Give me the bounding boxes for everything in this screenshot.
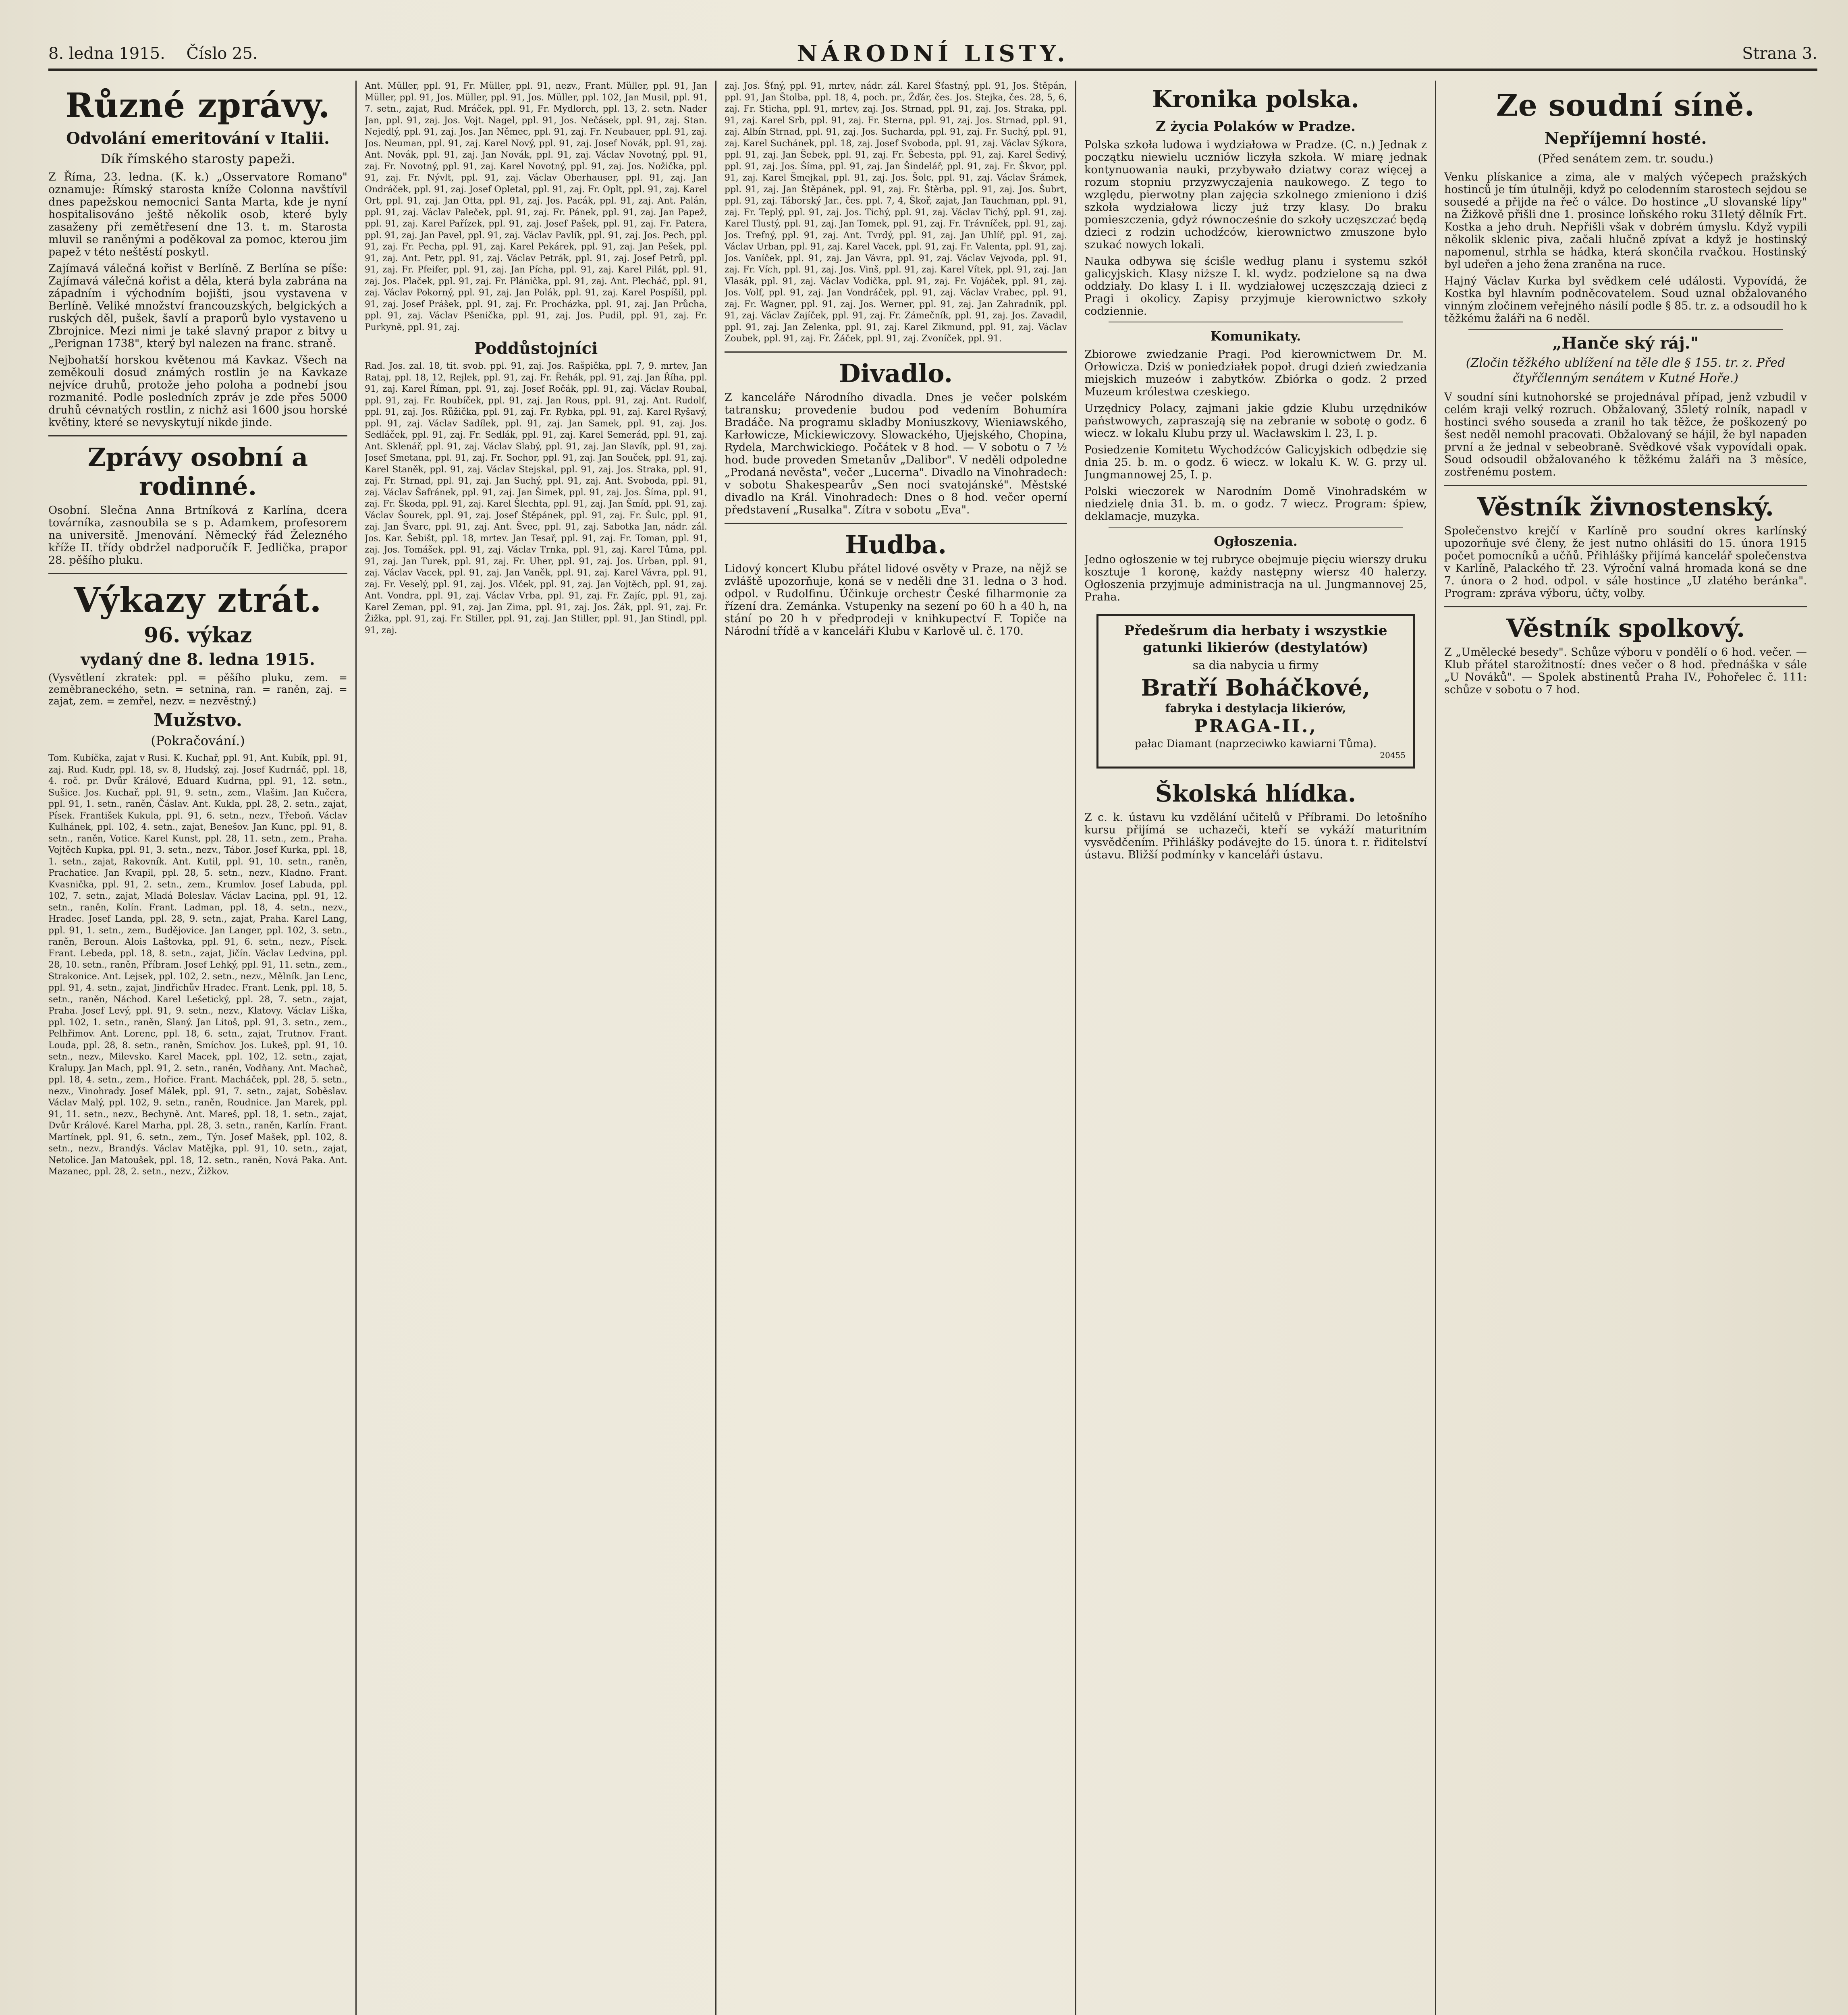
issue-date: 8. ledna 1915. (48, 44, 165, 63)
article-paragraph: Z „Umělecké besedy". Schůze výboru v pondělí o 6 hod. večer. — Klub přátel starožitností: dnes večer o 8 hod. přednáška v sále „U Nováků". — Spolek abstinentů Praha IV., Pohořelec č. 111: schůze v sobotu o 7 hod. (1444, 646, 1807, 696)
masthead (48, 40, 1817, 71)
casualty-list: Rad. Jos. zal. 18, tit. svob. ppl. 91, zaj. Jos. Rašpička, ppl. 7, 9. mrtev, Jan Rataj, ppl. 18, 12, Rejlek, ppl. 91, zaj. Fr. Řehák, ppl. 91, zaj. Jan Říha, ppl. 91, zaj. Karel Říman, ppl. 91, zaj. Josef Ročák, ppl. 91, zaj. Václav Roubal, ppl. 91, zaj. Fr. Roubíček, ppl. 91, zaj. Jan Rous, ppl. 91, zaj. Ant. Rudolf, ppl. 91, zaj. Jos. Růžička, ppl. 91, zaj. Fr. Rybka, ppl. 91, zaj. Karel Ryšavý, ppl. 91, zaj. Václav Sadílek, ppl. 91, zaj. Jan Samek, ppl. 91, zaj. Jos. Sedláček, ppl. 91, zaj. Fr. Sedlák, ppl. 91, zaj. Karel Semerád, ppl. 91, zaj. Ant. Sklenář, ppl. 91, zaj. Václav Slabý, ppl. 91, zaj. Jan Slavík, ppl. 91, zaj. Josef Smetana, ppl. 91, zaj. Fr. Sochor, ppl. 91, zaj. Jan Souček, ppl. 91, zaj. Karel Staněk, ppl. 91, zaj. Václav Stejskal, ppl. 91, zaj. Jos. Straka, ppl. 91, zaj. Fr. Strnad, ppl. 91, zaj. Jan Suchý, ppl. 91, zaj. Ant. Svoboda, ppl. 91, zaj. Václav Šafránek, ppl. 91, zaj. Jan Šimek, ppl. 91, zaj. Jos. Šíma, ppl. 91, zaj. Fr. Škoda, ppl. 91, zaj. Karel Šlechta, ppl. 91, zaj. Jan Šmíd, ppl. 91, zaj. Václav Šourek, ppl. 91, zaj. Josef Štěpánek, ppl. 91, zaj. Fr. Šulc, ppl. 91, zaj. Jan Švarc, ppl. 91, zaj. Ant. Švec, ppl. 91, zaj. Sabotka Jan, nádr. zál. Jos. Kar. Šebišt, ppl. 18, mrtev. Jan Tesař, ppl. 91, zaj. Fr. Toman, ppl. 91, zaj. Jos. Tomášek, ppl. 91, zaj. Václav Trnka, ppl. 91, zaj. Karel Tůma, ppl. 91, zaj. Jan Turek, ppl. 91, zaj. Fr. Uher, ppl. 91, zaj. Jos. Urban, ppl. 91, zaj. Václav Vacek, ppl. 91, zaj. Jan Vaněk, ppl. 91, zaj. Karel Vávra, ppl. 91, zaj. Fr. Veselý, ppl. 91, zaj. Jos. Vlček, ppl. 91, zaj. Jan Vojtěch, ppl. 91, zaj. Ant. Vondra, ppl. 91, zaj. Václav Vrba, ppl. 91, zaj. Fr. Zajíc, ppl. 91, zaj. Karel Zeman, ppl. 91, zaj. Jan Zima, ppl. 91, zaj. Jos. Žák, ppl. 91, zaj. Fr. Žižka, ppl. 91, zaj. Fr. Stiller, ppl. 91, zaj. Jan Stiller, ppl. 91, Jan Stindl, ppl. 91, zaj. (365, 361, 707, 636)
ad-line: Předešrum dia herbaty i wszystkie (1124, 623, 1387, 639)
article-paragraph: Z kanceláře Národního divadla. Dnes je večer polském tatransku; provedenie budou pod vedením Bohumíra Bradáče. Na programu skladby Moniuszkovy, Wieniawského, Karłowicze, Mickiewiczovy. Slowackého, Ujejského, Chopina, Rydela, Marchwickiego. Počátek v 8 hod. — V sobotu o 7 ½ hod. bude proveden Smetanův „Dalibor". V neděli odpoledne „Prodaná nevěsta", večer „Lucerna". Divadlo na Vinohradech: v sobotu Shakespearův „Sen noci svatojánské". Městské divadlo na Král. Vinohradech: Dnes o 8 hod. večer operní představení „Rusalka". Zítra v sobotu „Eva". (725, 391, 1067, 516)
column-3 (725, 81, 1067, 2015)
article-paragraph: Z c. k. ústavu ku vzdělání učitelů v Příbrami. Do letošního kursu přijímá se uchazeči, kteří se vykáží maturitním vysvědčením. Přihlášky podávejte do 15. února t. r. řiditelství ústavu. Bližší podmínky v kanceláři ústavu. (1084, 811, 1427, 861)
article-paragraph: Nejbohatší horskou květenou má Kavkaz. Všech na zeměkouli dosud známých rostlin je na Kavkaze nejvíce druhů, protože jeho poloha a podnebí jsou rozmanité. Podle posledních zpráv je zde přes 5000 druhů cévnatých rostlin, z nichž asi 1600 jsou horské květiny, které se nevyskytují nikde jinde. (48, 354, 347, 429)
article-paragraph: Zbiorowe zwiedzanie Pragi. Pod kierownictwem Dr. M. Orłowicza. Dziś w poniedziałek popoł. drugi dzień zwiedzania miejskich muzeów i zabytków. Zbiórka o godz. 2 przed Muzeum królestwa czeskiego. (1084, 348, 1427, 398)
divider (48, 573, 347, 574)
divider (1468, 329, 1783, 330)
column-rule (715, 81, 716, 2015)
ad-line: gatunki likierów (destylatów) (1143, 640, 1368, 656)
article-heading: Z życia Polaków w Pradze. (1156, 118, 1356, 135)
divider (1109, 527, 1403, 528)
article-paragraph: Zajímavá válečná kořist v Berlíně. Z Berlína se píše: Zajímavá válečná kořist a děla, která byla zabrána na západním i východním bojišti, jsou vystavena v Berlíně. Veliké množství francouzských, belgických a ruských děl, pušek, šavlí a praporů bylo vystaveno u Zbrojnice. Mezi nimi je také slavný prapor z bitvy u „Perignan 1738", který byl nalezen na franc. straně. (48, 262, 347, 350)
column-2 (365, 81, 707, 2015)
ad-line: fabryka i destylacja likierów, (1165, 702, 1346, 715)
column-rule (1435, 81, 1436, 2015)
article-paragraph: Hajný Václav Kurka byl svědkem celé události. Vypovídá, že Kostka byl hlavním podněcovatelem. Soud uznal obžalovaného vinným zločinem veřejného násilí podle § 85. tr. z. a odsoudil ho k těžkému žaláři na 6 neděl. (1444, 275, 1807, 325)
article-heading: Nepříjemní hosté. (1544, 129, 1707, 148)
divider (725, 351, 1067, 353)
subsection-heading-komunikaty: Komunikaty. (1210, 328, 1301, 344)
article-heading: „Hanče ský ráj." (1552, 334, 1699, 353)
article-paragraph: Lidový koncert Klubu přátel lidové osvěty v Praze, na nějž se zvláště upozorňuje, koná se v neděli dne 31. ledna o 3 hod. odpol. v Rudolfinu. Účinkuje orchestr České filharmonie za řízení dra. Zemánka. Vstupenky na sezení po 60 h a 40 h, na stání po 20 h v předprodeji v knihkupectví F. Topiče na Národní třídě a v kanceláři Klubu v Karlově ul. č. 170. (725, 562, 1067, 638)
page-number: Strana 3. (1742, 44, 1817, 63)
article-subheading: (Před senátem zem. tr. soudu.) (1538, 152, 1713, 165)
section-heading-ze-soudni-sine: Ze soudní síně. (1496, 88, 1755, 123)
article-paragraph: Posiedzenie Komitetu Wychodźców Galicyjskich odbędzie się dnia 25. b. m. o godz. 6 wiecz. w lokalu K. W. G. przy ul. Jungmannowej 25, I. p. (1084, 444, 1427, 481)
list-heading-muzstvo: Mužstvo. (153, 710, 243, 731)
report-note: (Vysvětlení zkratek: ppl. = pěšího pluku, zem. = zeměbraneckého, setn. = setnina, ran. = raněn, zaj. = zajat, zem. = zemřel, nezv. = nezvěstný.) (48, 672, 347, 707)
list-heading-poddustojnici: Poddůstojníci (474, 339, 598, 358)
report-date: vydaný dne 8. ledna 1915. (81, 650, 315, 669)
article-paragraph: Z Říma, 23. ledna. (K. k.) „Osservatore Romano" oznamuje: Římský starosta kníže Colonna navštívil dnes papežskou nemocnici Santa Marta, kde je nyní hospitalisováno ještě několik osob, které byly zasaženy při zemětřesení dne 13. t. m. Starosta mluvil se raněnými a poděkoval za pomoc, kterou jim papež v této neštěstí poskytl. (48, 171, 347, 258)
article-paragraph: Nauka odbywa się ściśle według planu i systemu szkół galicyjskich. Klasy niższe I. kl. wydz. podzielone są na dwa oddziały. Do klasy I. i II. wydziałowej uczęszczają dzieci z Pragi i okolicy. Zapisy przyjmuje kierownictwo szkoły codziennie. (1084, 255, 1427, 318)
article-heading: Odvolání emeritování v Italii. (66, 129, 330, 148)
column-1 (48, 81, 347, 2015)
section-heading-hudba: Hudba. (845, 530, 947, 559)
subsection-heading-ogloszenia: Ogłoszenia. (1214, 534, 1298, 549)
section-heading-vestnik-zivnostensky: Věstník živnostenský. (1477, 492, 1774, 521)
section-heading-divadlo: Divadlo. (839, 358, 953, 388)
article-paragraph: V soudní síni kutnohorské se projednával případ, jenž vzbudil v celém kraji velký rozruch. Obžalovaný, 35letý rolník, napadl v hostinci svého souseda a zranil ho tak těžce, že poškozený po šest neděl nemohl pracovati. Obžalovaný se hájil, že byl napaden první a že jednal v sebeobraně. Svědkové však vypovídali opak. Soud odsoudil obžalovaného k těžkému žaláři na 3 měsíce, zostřenému postem. (1444, 391, 1807, 478)
article-paragraph: Urzędnicy Polacy, zajmani jakie gdzie Klubu urzędników państwowych, zapraszają się na zebranie w sobotę o godz. 6 wiecz. w lokalu Klubu przy ul. Wacławskim l. 23, I. p. (1084, 402, 1427, 440)
column-4 (1084, 81, 1427, 2015)
ad-address: pałac Diamant (naprzeciwko kawiarni Tůma). (1134, 738, 1377, 750)
report-number: 96. výkaz (143, 623, 252, 648)
column-rule (355, 81, 357, 2015)
article-paragraph: Venku plískanice a zima, ale v malých výčepech pražských hostinců je tím útulněji, když po celodenním starostech sejdou se sousedé a přijde na řeč o válce. Do hostince „U slovanské lípy" na Žižkově přišli dne 1. prosince loňského roku 31letý dělník Frt. Kostka a jeho druh. Nepřišli však v dobrém úmyslu. Když vypili několik sklenic piva, začali hlučně zpívat a když je hostinský napomenul, strhla se hádka, která skončila rvačkou. Hostinský byl udeřen a jeho žena zraněna na ruce. (1444, 171, 1807, 271)
article-paragraph: Jedno ogłoszenie w tej rubryce obejmuje pięciu wierszy druku kosztuje 1 koronę, każdy następny wiersz 40 halerzy. Ogłoszenia przyjmuje administracja na ul. Jungmannovej 25, Praha. (1084, 553, 1427, 603)
casualty-list: Tom. Kubíčka, zajat v Rusi. K. Kuchař, ppl. 91, Ant. Kubík, ppl. 91, zaj. Rud. Kudr, ppl. 18, sv. 8, Hudský, zaj. Josef Kudrnáč, ppl. 18, 4. roč. pr. Dvůr Králové, Eduard Kudrna, ppl. 91, 12. setn., Sušice. Jos. Kuchař, ppl. 91, 9. setn., zem., Vlašim. Jan Kučera, ppl. 91, 1. setn., raněn, Čáslav. Ant. Kukla, ppl. 28, 2. setn., zajat, Písek. František Kukula, ppl. 91, 6. setn., nezv., Třeboň. Václav Kulhánek, ppl. 102, 4. setn., zajat, Benešov. Jan Kunc, ppl. 91, 8. setn., raněn, Votice. Karel Kunst, ppl. 28, 11. setn., zem., Praha. Vojtěch Kupka, ppl. 91, 3. setn., nezv., Tábor. Josef Kurka, ppl. 18, 1. setn., zajat, Rakovník. Ant. Kutil, ppl. 91, 10. setn., raněn, Prachatice. Jan Kvapil, ppl. 28, 5. setn., nezv., Kladno. Frant. Kvasnička, ppl. 91, 2. setn., zem., Krumlov. Josef Labuda, ppl. 102, 7. setn., zajat, Mladá Boleslav. Václav Lacina, ppl. 91, 12. setn., raněn, Kolín. Frant. Ladman, ppl. 18, 4. setn., nezv., Hradec. Josef Landa, ppl. 28, 9. setn., zajat, Praha. Karel Lang, ppl. 91, 1. setn., zem., Budějovice. Jan Langer, ppl. 102, 3. setn., raněn, Beroun. Alois Laštovka, ppl. 91, 6. setn., nezv., Písek. Frant. Lebeda, ppl. 18, 8. setn., zajat, Jičín. Václav Ledvina, ppl. 28, 10. setn., raněn, Příbram. Josef Lehký, ppl. 91, 11. setn., zem., Strakonice. Ant. Lejsek, ppl. 102, 2. setn., nezv., Mělník. Jan Lenc, ppl. 91, 4. setn., zajat, Jindřichův Hradec. Frant. Lenk, ppl. 18, 5. setn., raněn, Náchod. Karel Lešetický, ppl. 28, 7. setn., zajat, Praha. Josef Levý, ppl. 91, 9. setn., nezv., Klatovy. Václav Liška, ppl. 102, 1. setn., raněn, Slaný. Jan Litoš, ppl. 91, 3. setn., zem., Pelhřimov. Ant. Lorenc, ppl. 18, 6. setn., zajat, Trutnov. Frant. Louda, ppl. 28, 8. setn., raněn, Smíchov. Jos. Lukeš, ppl. 91, 10. setn., nezv., Milevsko. Karel Macek, ppl. 102, 12. setn., zajat, Kralupy. Jan Mach, ppl. 91, 2. setn., raněn, Vodňany. Ant. Machač, ppl. 18, 4. setn., zem., Hořice. Frant. Macháček, ppl. 28, 5. setn., nezv., Vinohrady. Josef Málek, ppl. 91, 7. setn., zajat, Soběslav. Václav Malý, ppl. 102, 9. setn., raněn, Roudnice. Jan Marek, ppl. 91, 11. setn., nezv., Bechyně. Ant. Mareš, ppl. 18, 1. setn., zajat, Dvůr Králové. Karel Marha, ppl. 28, 3. setn., raněn, Karlín. Frant. Martínek, ppl. 91, 6. setn., zem., Týn. Josef Mašek, ppl. 102, 8. setn., nezv., Brandýs. Václav Matějka, ppl. 91, 10. setn., zajat, Netolice. Jan Matoušek, ppl. 18, 12. setn., raněn, Nová Paka. Ant. Mazanec, ppl. 28, 2. setn., nezv., Žižkov. (48, 753, 347, 1177)
column-5 (1444, 81, 1807, 2015)
article-subheading: (Zločin těžkého ublížení na těle dle § 155. tr. z. Před čtyřčlenným senátem v Kutné Hoře.) (1466, 356, 1786, 385)
article-subheading: Dík římského starosty papeži. (100, 151, 295, 166)
ad-city: PRAGA-II., (1194, 716, 1317, 737)
issue-number: Číslo 25. (186, 44, 258, 63)
divider (725, 523, 1067, 524)
divider (48, 435, 347, 436)
section-heading-vykazy-ztrat: Výkazy ztrát. (74, 580, 322, 620)
section-heading-skolska-hlidka: Školská hlídka. (1155, 780, 1356, 807)
section-heading-kronika-polska: Kronika polska. (1152, 85, 1359, 113)
divider (1444, 485, 1807, 486)
article-paragraph: Osobní. Slečna Anna Brtníková z Karlína, dcera továrníka, zasnoubila se s p. Adamkem, profesorem na universitě. Jmenování. Německý řád Železného kříže II. třídy obdržel nadporučík F. Jedlička, prapor 28. pěšího pluku. (48, 504, 347, 567)
section-heading-zpravy-osobni: Zprávy osobní a rodinné. (87, 442, 308, 501)
divider (1444, 606, 1807, 607)
ad-line: sa dia nabycia u firmy (1192, 659, 1319, 672)
advertisement-bratri-bohackove (1096, 614, 1415, 769)
article-paragraph: Společenstvo krejčí v Karlíně pro soudní okres karlínský upozorňuje své členy, že jest nutno ohlásiti do 15. února 1915 počet pomocníků a učňů. Přihlášky přijímá kancelář společenstva v Karlíně, Palackého tř. 23. Výroční valná hromada koná se dne 7. února o 2 hod. odpol. v sále hostince „U zlatého beránka". Program: zpráva výboru, účty, volby. (1444, 525, 1807, 600)
casualty-list: Ant. Müller, ppl. 91, Fr. Müller, ppl. 91, nezv., Frant. Müller, ppl. 91, Jan Müller, ppl. 91, Jos. Müller, ppl. 91, Jos. Müller, ppl. 102, Jan Musil, ppl. 91, 7. setn., zajat, Rud. Mráček, ppl. 91, Fr. Mydlorch, ppl. 13, 2. setn. Nader Jan, ppl. 91, zaj. Jos. Vojt. Nagel, ppl. 91, Jos. Nečásek, ppl. 91, zaj. Stan. Nejedlý, ppl. 91, zaj. Jos. Jan Němec, ppl. 91, zaj. Fr. Neubauer, ppl. 91, zaj. Jos. Neuman, ppl. 91, zaj. Karel Nový, ppl. 91, zaj. Josef Novák, ppl. 91, zaj. Ant. Novák, ppl. 91, zaj. Jan Novák, ppl. 91, zaj. Václav Novotný, ppl. 91, zaj. Fr. Novotný, ppl. 91, zaj. Karel Novotný, ppl. 91, zaj. Jos. Nožička, ppl. 91, zaj. Fr. Nývlt, ppl. 91, zaj. Václav Oberhauser, ppl. 91, zaj. Jan Ondráček, ppl. 91, zaj. Josef Opletal, ppl. 91, zaj. Fr. Oplt, ppl. 91, zaj. Karel Ort, ppl. 91, zaj. Jan Otta, ppl. 91, zaj. Jos. Pacák, ppl. 91, zaj. Ant. Palán, ppl. 91, zaj. Václav Paleček, ppl. 91, zaj. Fr. Pánek, ppl. 91, zaj. Jan Papež, ppl. 91, zaj. Karel Pařízek, ppl. 91, zaj. Josef Pašek, ppl. 91, zaj. Fr. Patera, ppl. 91, zaj. Jan Pavel, ppl. 91, zaj. Václav Pavlík, ppl. 91, zaj. Jos. Pech, ppl. 91, zaj. Fr. Pecha, ppl. 91, zaj. Karel Pekárek, ppl. 91, zaj. Jan Pešek, ppl. 91, zaj. Ant. Petr, ppl. 91, zaj. Václav Petrák, ppl. 91, zaj. Josef Petrů, ppl. 91, zaj. Fr. Pfeifer, ppl. 91, zaj. Jan Pícha, ppl. 91, zaj. Karel Pilát, ppl. 91, zaj. Jos. Plaček, ppl. 91, zaj. Fr. Plánička, ppl. 91, zaj. Ant. Plecháč, ppl. 91, zaj. Václav Pokorný, ppl. 91, zaj. Jan Polák, ppl. 91, zaj. Karel Pospíšil, ppl. 91, zaj. Josef Prášek, ppl. 91, zaj. Fr. Procházka, ppl. 91, zaj. Jan Průcha, ppl. 91, zaj. Václav Pšenička, ppl. 91, zaj. Jos. Pudil, ppl. 91, zaj. Fr. Purkyně, ppl. 91, zaj. (365, 81, 707, 332)
list-subheading: (Pokračování.) (151, 733, 245, 748)
column-rule (1075, 81, 1076, 2015)
article-paragraph: Polska szkoła ludowa i wydziałowa w Pradze. (C. n.) Jednak z początku niewielu uczniów liczyła szkoła. W miarę jednak kontynuowania nauki, przybywało dziatwy coraz więcej a rozum stopniu przyzwyczajenia naukowego. Z tego to względu, pierwotny plan zajęcia szkolnego zmieniono i dziś szkoła wydziałowa liczy już trzy klasy. Do braku pomieszczenia, gdyż równocześnie do szkoły uczęszczać będą dzieci z rodzin uchodźców, kierownictwo zmuszone było szukać nowych lokali. (1084, 139, 1427, 251)
article-paragraph: Polski wieczorek w Narodním Domě Vinohradském w niedzielę dnia 31. b. m. o godz. 7 wiecz. Program: śpiew, deklamacje, muzyka. (1084, 485, 1427, 523)
section-heading-ruzne-zpravy: Různé zprávy. (65, 85, 330, 125)
newspaper-title: NÁRODNÍ LISTY. (797, 40, 1069, 67)
section-heading-vestnik-spolkovy: Věstník spolkový. (1506, 613, 1745, 643)
ad-company-name: Bratří Boháčkové, (1141, 675, 1370, 701)
ad-number: 20455 (1380, 750, 1406, 760)
casualty-list: zaj. Jos. Šťný, ppl. 91, mrtev, nádr. zál. Karel Šťastný, ppl. 91, Jos. Štěpán, ppl. 91, Jan Štolba, ppl. 18, 4, poch. pr., Žďár, čes. Jos. Stejka, čes. 28, 5, 6, zaj. Fr. Sticha, ppl. 91, mrtev, zaj. Jos. Strnad, ppl. 91, zaj. Jos. Straka, ppl. 91, zaj. Karel Srb, ppl. 91, zaj. Fr. Sterna, ppl. 91, zaj. Jos. Strnad, ppl. 91, zaj. Albín Strnad, ppl. 91, zaj. Jos. Sucharda, ppl. 91, zaj. Fr. Suchý, ppl. 91, zaj. Karel Suchánek, ppl. 18, zaj. Josef Svoboda, ppl. 91, zaj. Václav Sýkora, ppl. 91, zaj. Jan Šebek, ppl. 91, zaj. Fr. Šebesta, ppl. 91, zaj. Karel Šedivý, ppl. 91, zaj. Jos. Šíma, ppl. 91, zaj. Jan Šindelář, ppl. 91, zaj. Fr. Škvor, ppl. 91, zaj. Karel Šmejkal, ppl. 91, zaj. Jos. Šolc, ppl. 91, zaj. Václav Šrámek, ppl. 91, zaj. Jan Štěpánek, ppl. 91, zaj. Fr. Štěrba, ppl. 91, zaj. Jos. Šubrt, ppl. 91, zaj. Táborský Jar., čes. ppl. 7, 4, Škoř, zajat, Jan Tauchman, ppl. 91, zaj. Fr. Teplý, ppl. 91, zaj. Jos. Tichý, ppl. 91, zaj. Václav Tichý, ppl. 91, zaj. Karel Tlustý, ppl. 91, zaj. Jan Tomek, ppl. 91, zaj. Fr. Trávníček, ppl. 91, zaj. Jos. Trefný, ppl. 91, zaj. Ant. Tvrdý, ppl. 91, zaj. Jan Uhlíř, ppl. 91, zaj. Václav Urban, ppl. 91, zaj. Karel Vacek, ppl. 91, zaj. Fr. Valenta, ppl. 91, zaj. Jos. Vaníček, ppl. 91, zaj. Jan Vávra, ppl. 91, zaj. Václav Vejvoda, ppl. 91, zaj. Fr. Vích, ppl. 91, zaj. Jos. Vinš, ppl. 91, zaj. Karel Vítek, ppl. 91, zaj. Jan Vlasák, ppl. 91, zaj. Václav Vodička, ppl. 91, zaj. Fr. Vojáček, ppl. 91, zaj. Jos. Volf, ppl. 91, zaj. Jan Vondráček, ppl. 91, zaj. Václav Vrabec, ppl. 91, zaj. Fr. Wagner, ppl. 91, zaj. Jos. Werner, ppl. 91, zaj. Jan Zahradník, ppl. 91, zaj. Václav Zajíček, ppl. 91, zaj. Fr. Zámečník, ppl. 91, zaj. Jos. Zavadil, ppl. 91, zaj. Jan Zelenka, ppl. 91, zaj. Karel Zikmund, ppl. 91, zaj. Václav Zoubek, ppl. 91, zaj. Fr. Žáček, ppl. 91, zaj. Zvoníček, ppl. 91. (725, 81, 1067, 344)
